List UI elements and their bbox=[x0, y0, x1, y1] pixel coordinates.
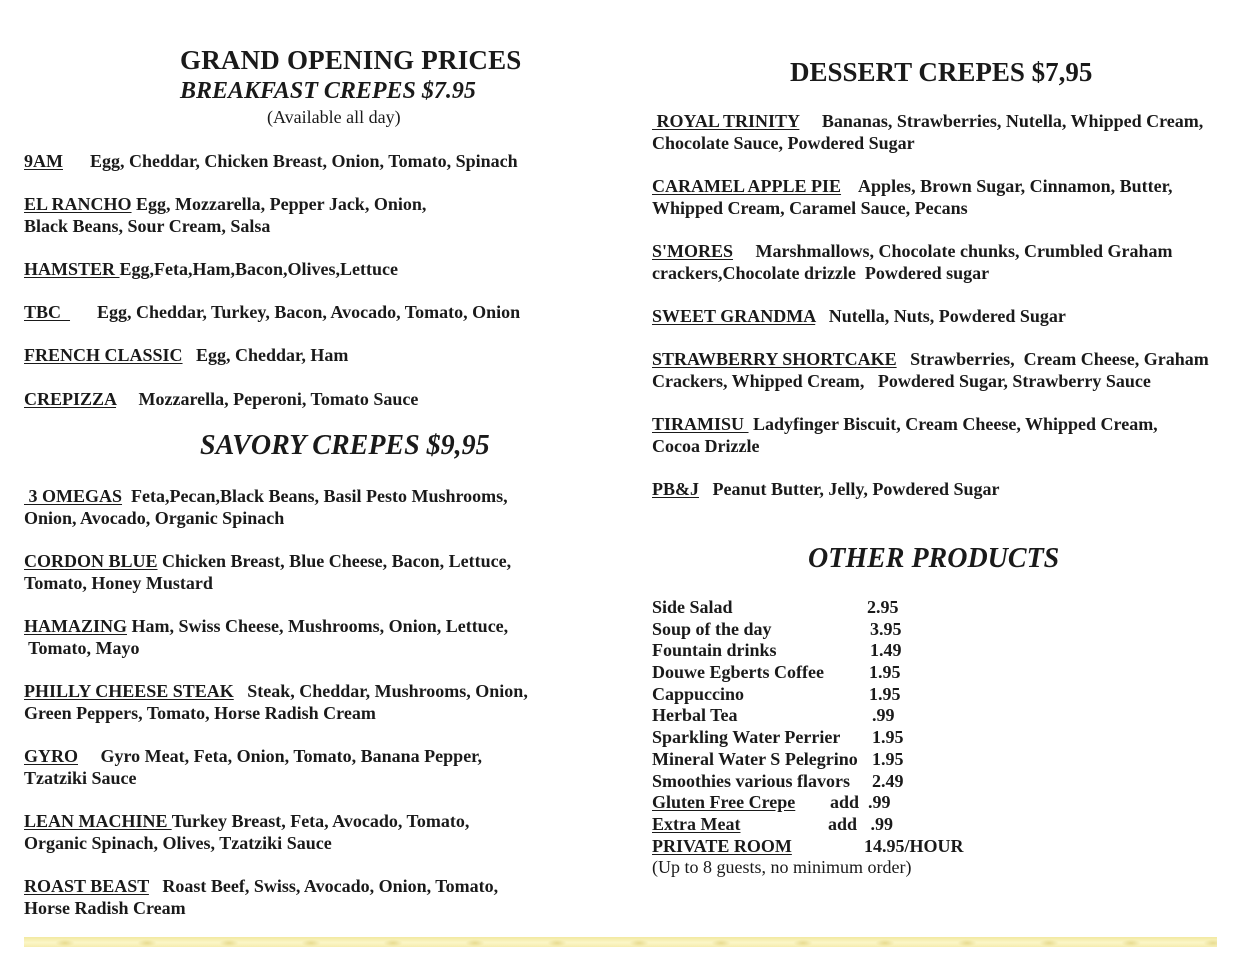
item-name: HAMAZING bbox=[24, 616, 127, 636]
item-name: TBC bbox=[24, 302, 71, 322]
product-name: Fountain drinks bbox=[652, 640, 777, 661]
price-row-private-room bbox=[652, 836, 1032, 858]
item-ingredients: Egg,Feta,Ham,Bacon,Olives,Lettuce bbox=[119, 259, 398, 279]
item-name: CORDON BLUE bbox=[24, 551, 158, 571]
item-ingredients: Strawberries, Cream Cheese, Graham bbox=[910, 349, 1209, 369]
item-ingredients: Mozzarella, Peperoni, Tomato Sauce bbox=[138, 389, 419, 409]
item-ingredients-line2: Green Peppers, Tomato, Horse Radish Cream bbox=[24, 703, 376, 723]
product-price: add .99 bbox=[828, 813, 894, 834]
other-products-list bbox=[652, 597, 1032, 879]
price-row-sparkling-water bbox=[652, 727, 1032, 749]
item-name: PHILLY CHEESE STEAK bbox=[24, 681, 234, 701]
item-ingredients-line2: Crackers, Whipped Cream, Powdered Sugar, Strawberry Sauce bbox=[652, 371, 1151, 391]
price-row-side-salad bbox=[652, 597, 1032, 619]
item-ingredients-line2: Whipped Cream, Caramel Sauce, Pecans bbox=[652, 198, 968, 218]
menu-item-crepizza bbox=[24, 388, 604, 410]
grand-opening-title: GRAND OPENING PRICES bbox=[180, 45, 522, 75]
item-ingredients-line2: Cocoa Drizzle bbox=[652, 436, 760, 456]
item-ingredients: Marshmallows, Chocolate chunks, Crumbled Graham bbox=[755, 241, 1173, 261]
item-ingredients: Peanut Butter, Jelly, Powdered Sugar bbox=[712, 479, 1000, 499]
product-name: Sparkling Water Perrier bbox=[652, 727, 841, 748]
menu-item-3-omegas bbox=[24, 485, 604, 529]
item-ingredients-line2: Onion, Avocado, Organic Spinach bbox=[24, 508, 285, 528]
item-ingredients: Chicken Breast, Blue Cheese, Bacon, Lettuce, bbox=[162, 551, 512, 571]
menu-item-tiramisu bbox=[652, 413, 1237, 457]
item-name: GYRO bbox=[24, 746, 78, 766]
dessert-crepes-heading: DESSERT CREPES $7,95 bbox=[790, 57, 1093, 87]
savory-crepes-heading: SAVORY CREPES $9,95 bbox=[200, 430, 490, 461]
menu-item-lean-machine bbox=[24, 810, 604, 854]
decorative-footer-bar bbox=[24, 937, 1217, 947]
item-name: PB&J bbox=[652, 479, 699, 499]
product-name: Douwe Egberts Coffee bbox=[652, 662, 824, 683]
item-name: S'MORES bbox=[652, 241, 734, 261]
item-ingredients: Egg, Mozzarella, Pepper Jack, Onion, bbox=[136, 194, 427, 214]
item-name: 9AM bbox=[24, 151, 63, 171]
menu-item-philly-cheese-steak bbox=[24, 680, 604, 724]
item-ingredients-line2: Tomato, Honey Mustard bbox=[24, 573, 213, 593]
product-price: 3.95 bbox=[870, 618, 902, 639]
product-name: Extra Meat bbox=[652, 813, 741, 834]
menu-item-cordon-blue bbox=[24, 550, 604, 594]
item-name: LEAN MACHINE bbox=[24, 811, 172, 831]
product-price: 1.95 bbox=[869, 683, 901, 704]
menu-item-gyro bbox=[24, 745, 604, 789]
menu-item-tbc bbox=[24, 301, 604, 323]
item-ingredients: Turkey Breast, Feta, Avocado, Tomato, bbox=[171, 811, 470, 831]
item-ingredients-line2: Horse Radish Cream bbox=[24, 898, 186, 918]
item-ingredients: Gyro Meat, Feta, Onion, Tomato, Banana Pepper, bbox=[100, 746, 483, 766]
item-name: ROYAL TRINITY bbox=[652, 111, 800, 131]
item-ingredients: Bananas, Strawberries, Nutella, Whipped Cream, bbox=[821, 111, 1204, 131]
product-name: Cappuccino bbox=[652, 683, 745, 704]
breakfast-availability-note: (Available all day) bbox=[267, 107, 401, 127]
product-name: Herbal Tea bbox=[652, 705, 738, 726]
menu-item-strawberry-shortcake bbox=[652, 348, 1237, 392]
product-price: 1.95 bbox=[869, 662, 901, 683]
product-price: 1.49 bbox=[870, 640, 902, 661]
item-ingredients-line2: Organic Spinach, Olives, Tzatziki Sauce bbox=[24, 833, 332, 853]
item-ingredients: Egg, Cheddar, Turkey, Bacon, Avocado, Tomato, Onion bbox=[97, 302, 521, 322]
item-name: FRENCH CLASSIC bbox=[24, 345, 183, 365]
product-name: Side Salad bbox=[652, 597, 733, 617]
product-price: 1.95 bbox=[872, 748, 904, 769]
item-name: EL RANCHO bbox=[24, 194, 132, 214]
item-ingredients: Ladyfinger Biscuit, Cream Cheese, Whipped Cream, bbox=[753, 414, 1158, 434]
item-ingredients-line2: Chocolate Sauce, Powdered Sugar bbox=[652, 133, 915, 153]
price-row-herbal-tea bbox=[652, 705, 1032, 727]
item-ingredients: Ham, Swiss Cheese, Mushrooms, Onion, Lettuce, bbox=[131, 616, 509, 636]
item-name: ROAST BEAST bbox=[24, 876, 149, 896]
item-name: 3 OMEGAS bbox=[24, 486, 123, 506]
private-room-note: (Up to 8 guests, no minimum order) bbox=[652, 857, 912, 878]
menu-item-hamazing bbox=[24, 615, 604, 659]
menu-item-pbj bbox=[652, 478, 1237, 500]
item-ingredients: Egg, Cheddar, Chicken Breast, Onion, Tomato, Spinach bbox=[90, 151, 518, 171]
item-name: TIRAMISU bbox=[652, 414, 749, 434]
product-price: add .99 bbox=[830, 792, 891, 813]
breakfast-crepes-heading: BREAKFAST CREPES $7.95 bbox=[180, 78, 476, 104]
menu-item-royal-trinity bbox=[652, 110, 1237, 154]
price-row-cappuccino bbox=[652, 684, 1032, 706]
product-price: 14.95/HOUR bbox=[864, 835, 964, 856]
product-price: .99 bbox=[872, 705, 895, 726]
item-name: STRAWBERRY SHORTCAKE bbox=[652, 349, 897, 369]
product-name: PRIVATE ROOM bbox=[652, 835, 792, 856]
private-room-note-row bbox=[652, 857, 1032, 879]
item-ingredients-line2: crackers,Chocolate drizzle Powdered sugar bbox=[652, 263, 990, 283]
product-name: Smoothies various flavors bbox=[652, 770, 850, 791]
price-row-fountain-drinks bbox=[652, 640, 1032, 662]
price-row-smoothies bbox=[652, 771, 1032, 793]
price-row-gluten-free-crepe bbox=[652, 792, 1032, 814]
item-ingredients: Apples, Brown Sugar, Cinnamon, Butter, bbox=[858, 176, 1173, 196]
menu-item-el-rancho bbox=[24, 193, 604, 237]
menu-item-caramel-apple-pie bbox=[652, 175, 1237, 219]
price-row-soup-of-the-day bbox=[652, 619, 1032, 641]
item-ingredients-line2: Tomato, Mayo bbox=[24, 638, 140, 658]
item-ingredients-line2: Tzatziki Sauce bbox=[24, 768, 137, 788]
item-ingredients: Steak, Cheddar, Mushrooms, Onion, bbox=[247, 681, 528, 701]
item-ingredients: Egg, Cheddar, Ham bbox=[196, 345, 349, 365]
item-name: SWEET GRANDMA bbox=[652, 306, 816, 326]
item-ingredients-line2: Black Beans, Sour Cream, Salsa bbox=[24, 216, 271, 236]
product-name: Mineral Water S Pelegrino bbox=[652, 748, 858, 769]
item-ingredients: Roast Beef, Swiss, Avocado, Onion, Tomato, bbox=[162, 876, 499, 896]
menu-item-roast-beast bbox=[24, 875, 604, 919]
product-price: 2.95 bbox=[867, 597, 899, 617]
product-price: 2.49 bbox=[872, 770, 904, 791]
price-row-mineral-water bbox=[652, 749, 1032, 771]
item-name: HAMSTER bbox=[24, 259, 120, 279]
item-ingredients: Feta,Pecan,Black Beans, Basil Pesto Mushrooms, bbox=[131, 486, 508, 506]
product-name: Gluten Free Crepe bbox=[652, 792, 796, 813]
menu-item-sweet-grandma bbox=[652, 305, 1237, 327]
menu-item-french-classic bbox=[24, 344, 604, 366]
price-row-coffee bbox=[652, 662, 1032, 684]
menu-item-9am bbox=[24, 150, 604, 172]
item-name: CARAMEL APPLE PIE bbox=[652, 176, 842, 196]
menu-item-smores bbox=[652, 240, 1237, 284]
menu-item-hamster bbox=[24, 258, 604, 280]
price-row-extra-meat bbox=[652, 814, 1032, 836]
item-name: CREPIZZA bbox=[24, 389, 117, 409]
product-price: 1.95 bbox=[872, 727, 904, 748]
product-name: Soup of the day bbox=[652, 618, 772, 639]
other-products-heading: OTHER PRODUCTS bbox=[808, 543, 1060, 574]
item-ingredients: Nutella, Nuts, Powdered Sugar bbox=[828, 306, 1066, 326]
